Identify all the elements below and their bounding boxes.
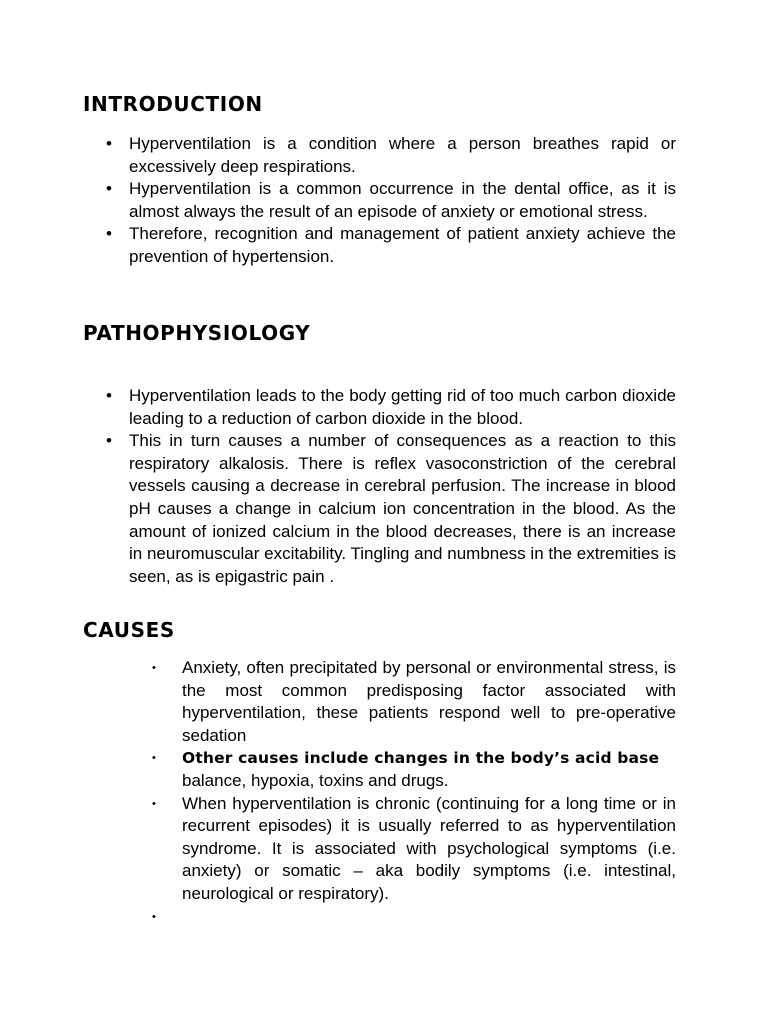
bullet-icon: • [152,797,156,810]
introduction-list [106,133,676,269]
bullet-icon: • [106,431,112,451]
list-item-text: This in turn causes a number of consequences as a reaction to this respiratory alkalosis. There is reflex vasoconstriction of the cerebral vessels causing a decrease in cerebral perfusion. The increase in blood pH causes a change in calcium ion concentration in the blood. As the amount of ionized calcium in the blood decreases, there is an increase in neuromuscular excitability. Tingling and numbness in the extremities is seen, as is epigastric pain . [129,431,676,586]
list-item-text-continued: balance, hypoxia, toxins and drugs. [182,770,449,790]
list-item [106,223,676,268]
list-item-text: Hyperventilation is a condition where a person breathes rapid or excessively deep respirations. [129,134,676,176]
list-item-text: Therefore, recognition and management of patient anxiety achieve the prevention of hypertension. [129,224,676,266]
list-item-text: Hyperventilation leads to the body getting rid of too much carbon dioxide leading to a reduction of carbon dioxide in the blood. [129,386,676,428]
bullet-icon: • [152,910,156,923]
causes-heading: CAUSES [83,618,175,642]
list-item-text: Hyperventilation is a common occurrence in the dental office, as it is almost always the result of an episode of anxiety or emotional stress. [129,179,676,221]
list-item [106,430,676,588]
bullet-icon: • [106,224,112,244]
introduction-heading: INTRODUCTION [83,92,263,116]
bullet-icon: • [106,179,112,199]
list-item-empty [152,906,676,929]
list-item [106,133,676,178]
bullet-icon: • [106,386,112,405]
pathophysiology-heading: PATHOPHYSIOLOGY [83,321,311,345]
causes-list [152,657,676,928]
list-item [152,793,676,906]
list-item [152,747,676,792]
bullet-icon: • [152,752,156,765]
bullet-icon: • [106,134,112,153]
pathophysiology-list [106,385,676,588]
list-item [106,178,676,223]
list-item [152,657,676,747]
bullet-icon: • [152,662,156,674]
list-item [106,385,676,430]
list-item-text: Anxiety, often precipitated by personal or environmental stress, is the most common predisposing factor associated with hyperventilation, these patients respond well to pre-operative sedation [182,658,676,745]
list-item-text-bold: Other causes include changes in the body’s acid base [182,749,660,768]
list-item-text: When hyperventilation is chronic (continuing for a long time or in recurrent episodes) it is usually referred to as hyperventilation syndrome. It is associated with psychological symptoms (i.e. anxiety) or somatic – aka bodily symptoms (i.e. intestinal, neurological or respiratory). [182,793,676,903]
